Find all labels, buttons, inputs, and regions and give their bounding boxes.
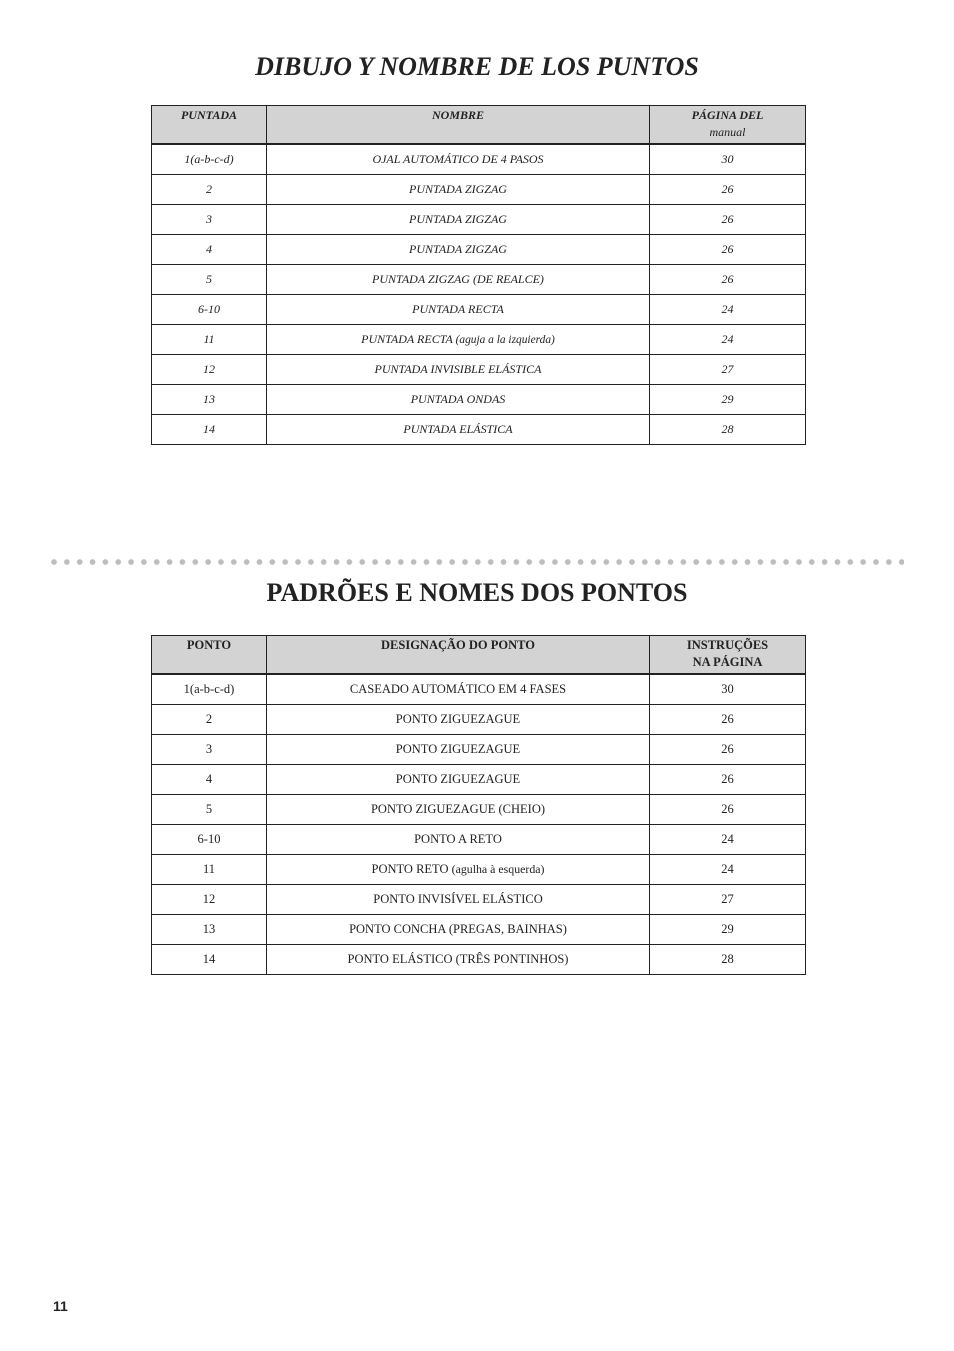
stitch-name-cell <box>267 735 650 765</box>
stitch-name-text: PUNTADA RECTA <box>361 331 453 346</box>
table-row <box>152 265 806 295</box>
stitch-number-text: 5 <box>206 272 212 286</box>
page-number-cell <box>650 885 806 915</box>
table-row <box>152 915 806 945</box>
stitch-number-cell <box>152 325 267 355</box>
stitch-number-cell <box>152 795 267 825</box>
table-row <box>152 415 806 445</box>
page-number-text: 27 <box>721 892 734 906</box>
stitch-number-text: 6-10 <box>197 832 221 846</box>
stitch-number-text: 14 <box>202 952 216 966</box>
header-stitch: PUNTADA <box>152 106 267 145</box>
page-number-cell <box>650 915 806 945</box>
stitch-name-cell <box>267 765 650 795</box>
page-number-cell <box>650 205 806 235</box>
table-row <box>152 355 806 385</box>
stitch-name-text: PONTO ZIGUEZAGUE <box>395 772 521 786</box>
header-name: DESIGNAÇÃO DO PONTO <box>267 636 650 675</box>
stitch-number-text: 14 <box>203 422 215 436</box>
page-number-text: 26 <box>721 272 734 286</box>
stitch-name-text: PONTO ZIGUEZAGUE <box>395 712 521 726</box>
stitch-name-text: PONTO ELÁSTICO (TRÊS PONTINHOS) <box>347 952 569 966</box>
page-number-text: 26 <box>721 212 734 226</box>
stitch-name-text: PONTO ZIGUEZAGUE (CHEIO) <box>370 802 546 816</box>
stitch-name-cell <box>267 885 650 915</box>
stitch-number-text: 2 <box>206 182 212 196</box>
portuguese-title: PADRÕES E NOMES DOS PONTOS <box>266 578 688 607</box>
stitch-number-text: 12 <box>203 362 215 376</box>
stitch-number-cell <box>152 735 267 765</box>
stitch-name-text: PUNTADA INVISIBLE ELÁSTICA <box>374 362 542 376</box>
page-number-text: 29 <box>721 922 734 936</box>
page-number-text: 24 <box>721 332 734 346</box>
page-number-cell <box>650 795 806 825</box>
stitch-number-text: 11 <box>203 332 215 346</box>
table-row <box>152 765 806 795</box>
stitch-number-text: 4 <box>206 242 212 256</box>
header-page-line1: PÁGINA DEL <box>691 108 764 122</box>
page-number-text: 24 <box>721 862 734 876</box>
stitch-name-text: CASEADO AUTOMÁTICO EM 4 FASES <box>349 682 567 696</box>
page-number-cell <box>650 235 806 265</box>
table-header-row <box>152 106 806 145</box>
page-number-cell <box>650 735 806 765</box>
table-row <box>152 385 806 415</box>
page-number-cell <box>650 415 806 445</box>
stitch-name-text: PUNTADA ONDAS <box>410 392 506 406</box>
stitch-number-text: 3 <box>205 742 213 756</box>
page-number-text: 30 <box>721 152 734 166</box>
stitch-number-cell <box>152 144 267 175</box>
table-header-row <box>152 636 806 675</box>
stitch-name-text: OJAL AUTOMÁTICO DE 4 PASOS <box>372 152 544 166</box>
header-page-line2: manual <box>709 125 746 139</box>
dotted-divider <box>50 558 904 566</box>
stitch-number-cell <box>152 295 267 325</box>
stitch-name-cell <box>267 265 650 295</box>
table-row <box>152 945 806 975</box>
header-page-line2: NA PÁGINA <box>692 655 763 669</box>
page-number-text: 26 <box>721 242 734 256</box>
page-number-cell <box>650 355 806 385</box>
page-number-text: 30 <box>721 682 734 696</box>
stitch-name-note: (aguja a la izquierda) <box>455 333 555 346</box>
stitch-name-cell <box>267 235 650 265</box>
stitch-name-cell <box>267 795 650 825</box>
stitch-number-text: 2 <box>205 712 213 726</box>
page-number-cell <box>650 144 806 175</box>
stitch-name-text: PUNTADA ZIGZAG <box>409 182 507 196</box>
table-row <box>152 235 806 265</box>
stitch-number-cell <box>152 175 267 205</box>
stitch-name-text: PUNTADA ELÁSTICA <box>403 422 513 436</box>
stitch-number-cell <box>152 265 267 295</box>
page-number-text: 29 <box>721 392 734 406</box>
page-number-cell <box>650 325 806 355</box>
stitch-number-cell <box>152 705 267 735</box>
stitch-number-cell <box>152 825 267 855</box>
page-number-text: 28 <box>721 952 734 966</box>
stitch-name-cell <box>267 945 650 975</box>
page-number-cell <box>650 765 806 795</box>
page-number-cell <box>650 175 806 205</box>
stitch-name-cell <box>267 295 650 325</box>
table-row <box>152 295 806 325</box>
table-row <box>152 825 806 855</box>
spanish-title: DIBUJO Y NOMBRE DE LOS PUNTOS <box>255 52 699 81</box>
stitch-number-cell <box>152 235 267 265</box>
page-number-cell <box>650 855 806 885</box>
stitch-name-text: PUNTADA RECTA <box>412 302 504 316</box>
stitch-number-text: 4 <box>205 772 213 786</box>
stitch-name-cell <box>267 175 650 205</box>
stitch-name-cell <box>267 855 650 885</box>
page-number-text: 26 <box>721 772 734 786</box>
table-row <box>152 325 806 355</box>
stitch-name-cell <box>267 205 650 235</box>
table-row <box>152 175 806 205</box>
stitch-number-text: 13 <box>203 392 215 406</box>
page-number-cell <box>650 674 806 705</box>
stitch-number-cell <box>152 915 267 945</box>
page-number-cell <box>650 265 806 295</box>
header-page <box>650 636 806 675</box>
page-number-text: 26 <box>721 742 734 756</box>
page-number-cell <box>650 295 806 325</box>
stitch-number-cell <box>152 885 267 915</box>
stitch-number-text: 11 <box>202 862 216 876</box>
stitch-name-text: PONTO ZIGUEZAGUE <box>395 742 521 756</box>
stitch-name-cell <box>267 144 650 175</box>
stitch-name-cell <box>267 705 650 735</box>
stitch-name-text: PUNTADA ZIGZAG <box>409 212 507 226</box>
page-number: 11 <box>53 1298 68 1314</box>
page-number-text: 27 <box>721 362 734 376</box>
stitch-name-cell <box>267 674 650 705</box>
page-number-cell <box>650 705 806 735</box>
page-number-text: 26 <box>721 182 734 196</box>
stitch-number-text: 6-10 <box>198 302 220 316</box>
header-name: NOMBRE <box>267 106 650 145</box>
stitch-name-cell <box>267 325 650 355</box>
stitch-name-cell <box>267 415 650 445</box>
page-number-text: 24 <box>721 832 734 846</box>
portuguese-stitch-table <box>151 635 806 975</box>
stitch-number-text: 3 <box>206 212 212 226</box>
page-number-text: 28 <box>721 422 734 436</box>
table-row <box>152 735 806 765</box>
stitch-number-cell <box>152 355 267 385</box>
header-stitch: PONTO <box>152 636 267 675</box>
table-row <box>152 885 806 915</box>
stitch-number-text: 1(a-b-c-d) <box>184 152 234 166</box>
stitch-name-text: PONTO RETO <box>371 862 449 876</box>
page-number-text: 26 <box>721 802 734 816</box>
stitch-number-cell <box>152 765 267 795</box>
page-number-text: 24 <box>721 302 734 316</box>
table-row <box>152 855 806 885</box>
stitch-name-text: PONTO CONCHA (PREGAS, BAINHAS) <box>349 922 567 936</box>
stitch-number-cell <box>152 205 267 235</box>
table-row <box>152 205 806 235</box>
stitch-name-text: PUNTADA ZIGZAG (DE REALCE) <box>372 272 544 286</box>
stitch-name-cell <box>267 355 650 385</box>
spanish-stitch-table <box>151 105 806 445</box>
stitch-name-note: (agulha à esquerda) <box>451 862 545 876</box>
table-row <box>152 705 806 735</box>
stitch-name-text: PONTO INVISÍVEL ELÁSTICO <box>373 892 543 906</box>
stitch-number-text: 12 <box>202 892 216 906</box>
stitch-number-cell <box>152 945 267 975</box>
stitch-name-text: PUNTADA ZIGZAG <box>409 242 507 256</box>
page-number-cell <box>650 385 806 415</box>
stitch-name-cell <box>267 825 650 855</box>
stitch-number-text: 13 <box>202 922 216 936</box>
stitch-number-text: 1(a-b-c-d) <box>183 682 235 696</box>
stitch-name-cell <box>267 915 650 945</box>
stitch-number-cell <box>152 415 267 445</box>
table-row <box>152 795 806 825</box>
header-page-line1: INSTRUÇÕES <box>686 638 769 652</box>
stitch-number-cell <box>152 385 267 415</box>
stitch-number-cell <box>152 855 267 885</box>
stitch-number-text: 5 <box>205 802 213 816</box>
table-row <box>152 144 806 175</box>
stitch-name-text: PONTO A RETO <box>414 832 502 846</box>
header-page <box>650 106 806 145</box>
page-number-text: 26 <box>721 712 734 726</box>
stitch-number-cell <box>152 674 267 705</box>
stitch-name-cell <box>267 385 650 415</box>
page-number-cell <box>650 945 806 975</box>
page-number-cell <box>650 825 806 855</box>
table-row <box>152 674 806 705</box>
